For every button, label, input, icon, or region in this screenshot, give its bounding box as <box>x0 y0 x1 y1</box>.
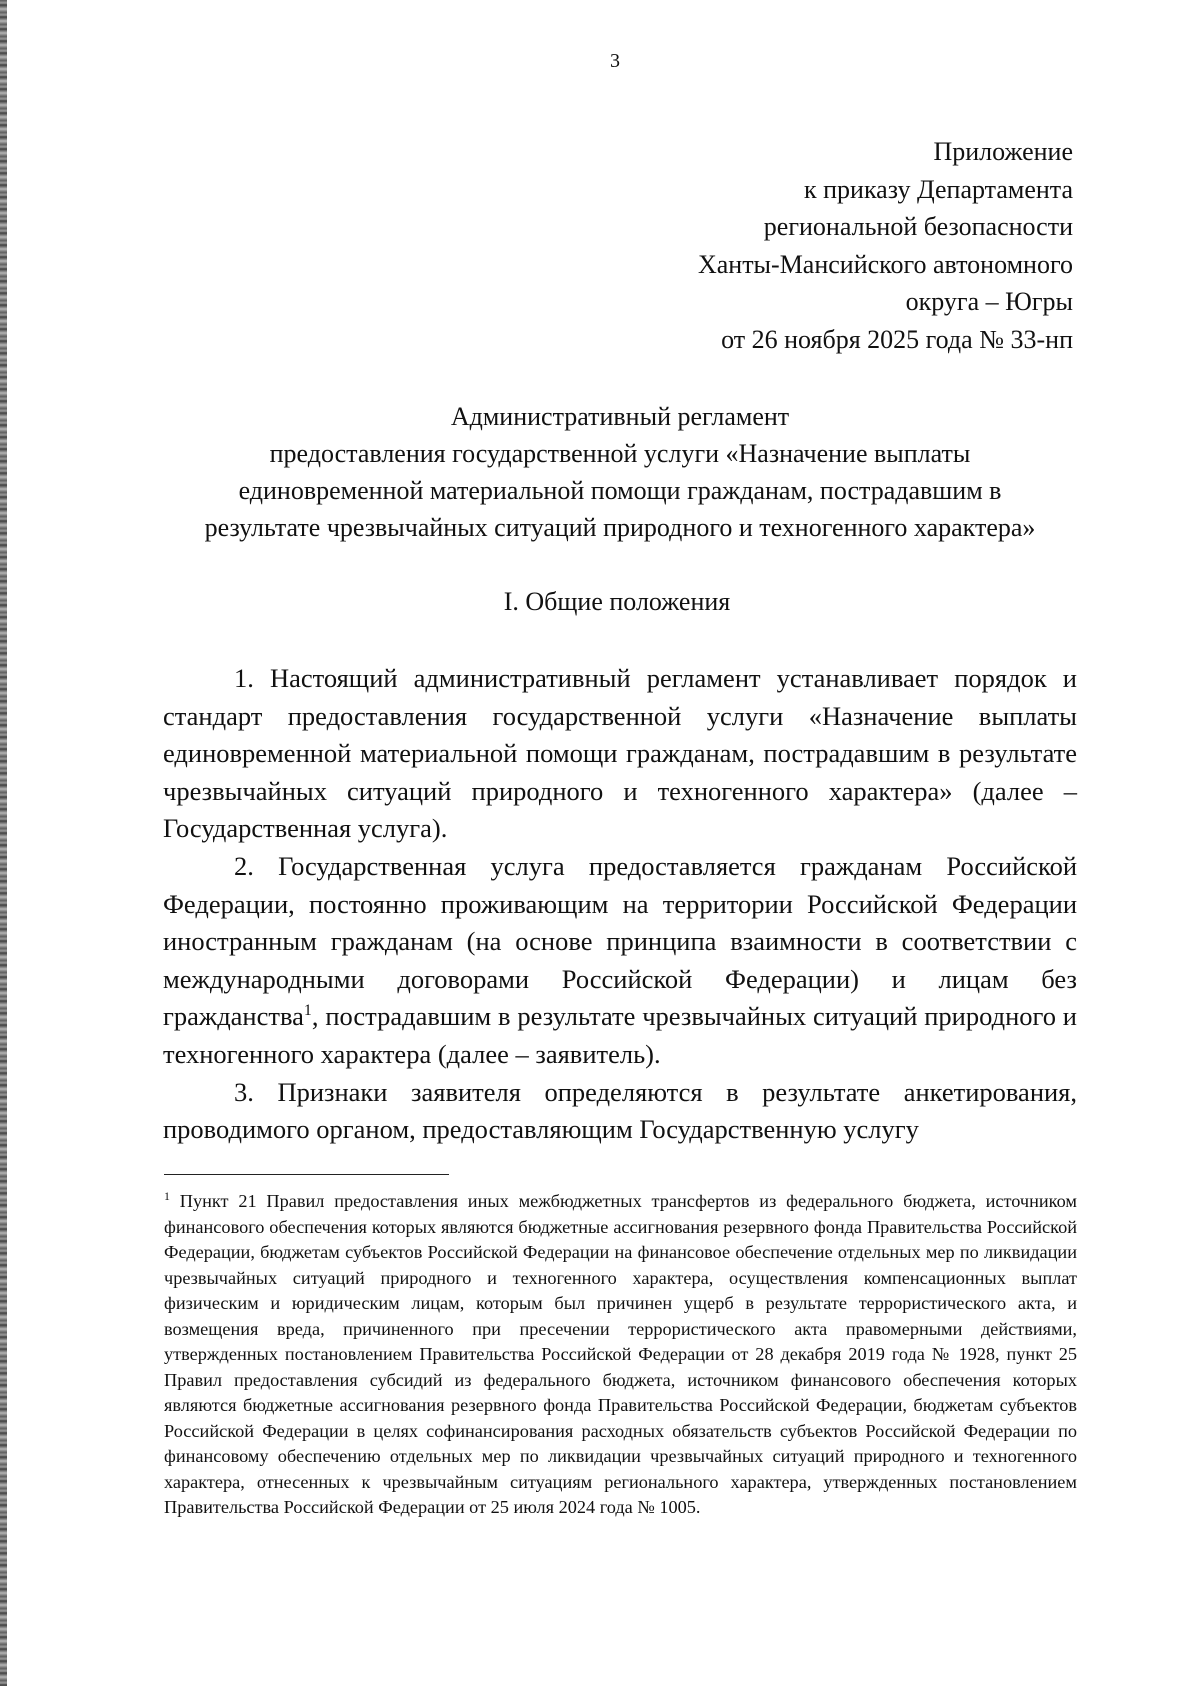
footnote-reference: 1 <box>303 1002 312 1020</box>
scan-edge <box>0 0 7 1686</box>
page-number: 3 <box>610 50 620 72</box>
paragraph-1: 1. Настоящий административный регламент устанавливает порядок и стандарт предоставления государственной услуги «Назначение выплаты единовременной материальной помощи гражданам, пострадавшим в результате чрезвычайных ситуаций природного и техногенного характера» (далее – Государственная услуга). <box>163 663 1077 844</box>
appendix-line: региональной безопасности <box>763 212 1073 241</box>
body-text <box>163 660 1077 1149</box>
document-title <box>0 398 1200 546</box>
footnote <box>164 1189 1077 1521</box>
appendix-block <box>698 133 1073 358</box>
paragraph-3: 3. Признаки заявителя определяются в результате анкетирования, проводимого органом, предоставляющим Государственную услугу <box>163 1076 1077 1145</box>
title-line: Административный регламент <box>450 402 790 431</box>
paragraph-2 <box>163 848 1077 1074</box>
appendix-line: округа – Югры <box>905 287 1073 316</box>
title-line: предоставления государственной услуги «Назначение выплаты <box>269 439 971 468</box>
footnote-mark: 1 <box>164 1188 170 1203</box>
section-heading: I. Общие положения <box>503 587 731 616</box>
appendix-line: к приказу Департамента <box>803 174 1073 204</box>
title-line: единовременной материальной помощи гражданам, пострадавшим в <box>238 476 1002 505</box>
paragraph-2-text: 2. Государственная услуга предоставляется гражданам Российской Федерации, постоянно проживающим на территории Российской Федерации иностранным гражданам (на основе принципа взаимности в соответствии с международными договорами Российской Федерации) и лицам без гражданства <box>163 850 1077 1032</box>
footnote-divider <box>164 1174 449 1175</box>
appendix-line: Приложение <box>933 137 1073 166</box>
appendix-line: Ханты-Мансийского автономного <box>697 249 1073 279</box>
footnote-text: Пункт 21 Правил предоставления иных межбюджетных трансфертов из федерального бюджета, источником финансового обеспечения которых являются бюджетные ассигнования резервного фонда Правительства Российской Федерации, бюджетам субъектов Российской Федерации на финансовое обеспечение отдельных мер по ликвидации чрезвычайных ситуаций природного и техногенного характера, осуществления компенсационных выплат физическим и юридическим лицам, которым был причинен ущерб в результате террористического акта, и возмещения вреда, причиненного при пресечении террористического акта правомерными действиями, утвержденных постановлением Правительства Российской Федерации от 28 декабря 2019 года № 1928, пункт 25 Правил предоставления субсидий из федерального бюджета, источником финансового обеспечения которых являются бюджетные ассигнования резервного фонда Правительства Российской Федерации, бюджетам субъектов Российской Федерации в целях софинансирования расходных обязательств субъектов Российской Федерации по финансовому обеспечению отдельных мер по ликвидации чрезвычайных ситуаций природного и техногенного характера, отнесенных к чрезвычайным ситуациям регионального характера, утвержденных постановлением Правительства Российской Федерации от 25 июля 2024 года № 1005. <box>164 1191 1077 1517</box>
appendix-line: от 26 ноября 2025 года № 33-нп <box>721 324 1073 354</box>
paragraph-2-text-cont: , пострадавшим в результате чрезвычайных ситуаций природного и техногенного характера (далее – заявитель). <box>163 1001 1077 1069</box>
title-line: результате чрезвычайных ситуаций природного и техногенного характера» <box>204 513 1036 542</box>
